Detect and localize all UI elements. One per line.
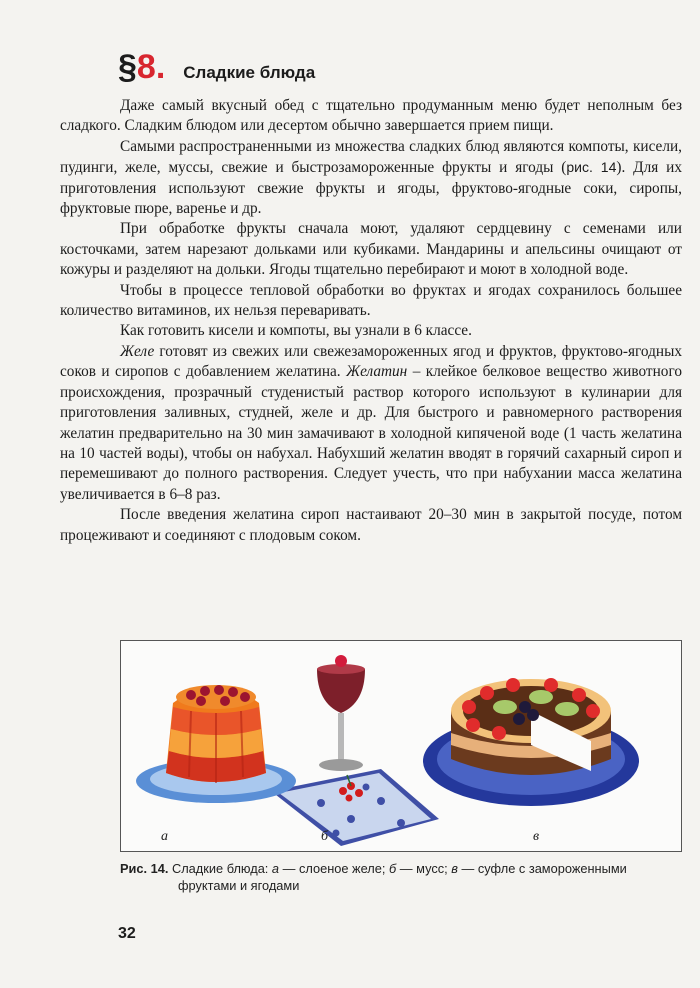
caption-letter-b: б (389, 861, 397, 876)
paragraph-4: Чтобы в процессе тепловой обработки во фруктах и ягодах сохранилось большее количество витаминов, их нельзя переваривать. (60, 281, 682, 320)
napkin (271, 769, 439, 846)
page-number: 32 (118, 925, 136, 942)
section-number-value: 8. (136, 48, 166, 86)
caption-ref: Рис. 14. (120, 861, 169, 876)
caption-letter-c: в (451, 861, 458, 876)
section-symbol: § (118, 48, 137, 86)
figure-label-b: б (321, 829, 329, 844)
section-title: Сладкие блюда (183, 63, 316, 82)
paragraph-6-part-b: – клейкое белковое вещество животного происхождения, прозрачный студенистый раствор которого используют в кулинарии для приготовления заливных, студней, желе и др. Для быстрого и равномерного растворения желатин предварительно на 30 мин замачивают в холодной кипяченой воде (1 часть желатина на 10 частей воды), чтобы он набухал. Набухший желатин вводят в горячий сахарный сироп и перемешивают до полного растворения. Следует учесть, что при набухании масса желатина увеличивается в 6–8 раз. (60, 363, 682, 503)
caption-text-c: — суфле с замороженными (457, 861, 627, 876)
caption-letter-a: а (271, 861, 280, 876)
body-text (60, 96, 682, 546)
figure-label-a: а (161, 829, 168, 844)
figure-14 (120, 640, 682, 852)
paragraph-5: Как готовить кисели и компоты, вы узнали в 6 классе. (120, 322, 472, 340)
souffle-cake (451, 678, 611, 775)
paragraph-6 (60, 342, 682, 505)
caption-text-a: — слоеное желе; (279, 861, 390, 876)
paragraph-1: Даже самый вкусный обед с тщательно продуманным меню будет неполным без сладкого. Сладким блюдом или десертом обычно завершается прием пищи. (60, 97, 682, 135)
figure-reference: рис. 14 (566, 159, 617, 176)
paragraph-6-part-a: готовят из свежих или свежезамороженных ягод и фруктов, фруктово-ягодных соков и сиропов с добавлением желатина. (60, 342, 682, 381)
term-zhelatin: Желатин (346, 363, 408, 381)
paragraph-3: При обработке фрукты сначала моют, удаляют сердцевину с семенами или косточками, затем нарезают дольками или кубиками. Мандарины и апельсины очищают от кожуры и разделяют на дольки. Ягоды тщательно перебирают и моют в холодной воде. (60, 220, 682, 279)
caption-text-b: — мусс; (396, 861, 452, 876)
caption-text: Сладкие блюда: (168, 861, 272, 876)
paragraph-2-end: ). Для их приготовления используют свежие фрукты и ягоды, фруктово-ягодные соки, сиропы, фруктовые пюре, варенье и др. (60, 159, 682, 218)
figure-caption (120, 860, 680, 894)
section-heading (118, 48, 315, 87)
paragraph-2-start: Самыми распространенными из множества сладких блюд являются компоты, кисели, пудинги, желе, муссы, свежие и быстрозамороженные фрукты и ягоды ( (60, 137, 682, 177)
paragraph-7: После введения желатина сироп настаивают 20–30 мин в закрытой посуде, потом процеживают и соединяют с плодовым соком. (60, 506, 682, 544)
paragraph-2 (60, 137, 682, 220)
term-zhele: Желе (120, 342, 155, 360)
caption-line-2: фруктами и ягодами (178, 878, 300, 893)
mousse-glass (317, 655, 365, 771)
figure-illustration (121, 641, 681, 851)
layered-jelly (166, 685, 266, 783)
figure-label-c: в (533, 829, 540, 844)
section-number (118, 48, 165, 87)
